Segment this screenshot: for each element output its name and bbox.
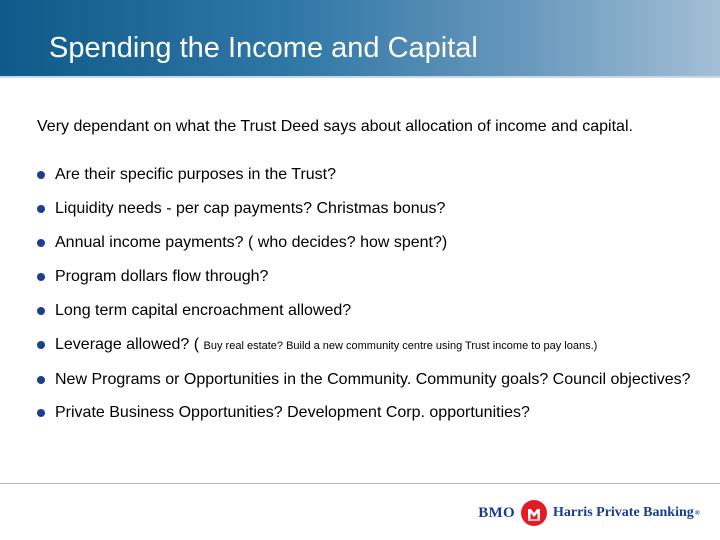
bullet-dot-icon: [37, 239, 45, 247]
bullet-item: [37, 166, 697, 183]
bullet-text: Are their specific purposes in the Trust?: [55, 166, 337, 183]
bullet-item: [37, 302, 697, 319]
bmo-harris-logo: [478, 497, 700, 529]
slide-title: Spending the Income and Capital: [49, 32, 478, 64]
bullet-item: [37, 268, 697, 285]
footer-divider: [0, 483, 720, 484]
bullet-text: Program dollars flow through?: [55, 268, 269, 285]
bullet-item: [37, 200, 697, 217]
bullet-text: Private Business Opportunities? Development Corp. opportunities?: [55, 404, 530, 421]
bullet-dot-icon: [37, 376, 45, 384]
bmo-roundel-icon: [521, 500, 547, 526]
harris-private-banking-wordmark: Harris Private Banking: [552, 505, 694, 520]
bullet-dot-icon: [37, 341, 45, 349]
bullet-item: [37, 404, 697, 421]
bullet-dot-icon: [37, 205, 45, 213]
bullet-text: Liquidity needs - per cap payments? Christmas bonus?: [55, 200, 446, 217]
bullet-dot-icon: [37, 171, 45, 179]
bullet-note: Buy real estate? Build a new community centre using Trust income to pay loans.): [203, 340, 598, 352]
intro-text: Very dependant on what the Trust Deed says about allocation of income and capital.: [37, 118, 633, 135]
registered-mark: ®: [694, 509, 700, 517]
bullet-item: [37, 336, 697, 355]
bullet-text: Leverage allowed? (: [55, 336, 204, 353]
title-divider: [0, 76, 720, 78]
bullet-item: [37, 371, 697, 388]
bmo-wordmark: BMO: [478, 504, 515, 521]
bullet-dot-icon: [37, 307, 45, 315]
bullet-dot-icon: [37, 409, 45, 417]
bullet-dot-icon: [37, 273, 45, 281]
bullet-text: New Programs or Opportunities in the Community. Community goals? Council objectives?: [55, 371, 691, 388]
bullet-item: [37, 234, 697, 251]
bullet-list: [37, 166, 697, 421]
bullet-text: Annual income payments? ( who decides? how spent?): [55, 234, 448, 251]
bullet-text: Long term capital encroachment allowed?: [55, 302, 352, 319]
